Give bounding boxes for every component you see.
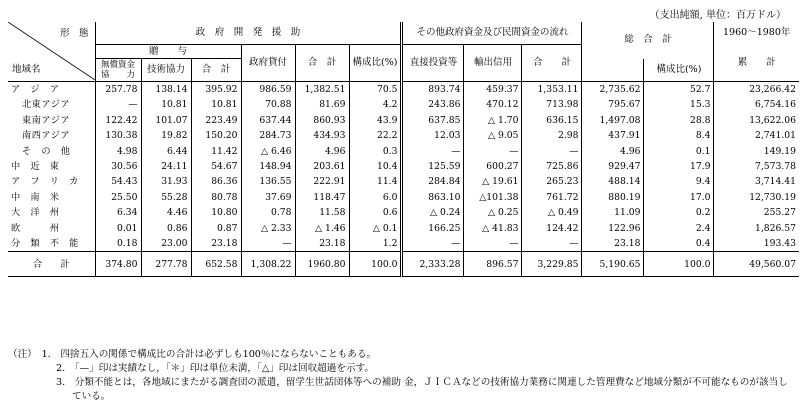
- table-cell: 863.10: [402, 190, 464, 205]
- table-row: [8, 82, 799, 98]
- table-cell: 6.0: [349, 190, 402, 205]
- table-cell: 124.42: [522, 221, 582, 236]
- total-row: [8, 252, 799, 277]
- header-ruikei: 累 計: [714, 45, 799, 82]
- table-cell: —: [241, 236, 295, 252]
- region-name: ア フ リ カ: [11, 176, 79, 188]
- table-cell: △ 1.46: [295, 221, 349, 236]
- table-cell: △ 0.49: [522, 205, 582, 220]
- table-cell: 86.36: [191, 174, 241, 189]
- table-cell: 70.5: [349, 82, 402, 98]
- total-label: 合 計: [8, 252, 95, 277]
- table-cell: 17.0: [644, 190, 714, 205]
- table-cell: 54.67: [191, 159, 241, 174]
- total-cell: 3,229.85: [522, 252, 582, 277]
- table-cell: —: [95, 97, 141, 112]
- header-corner: [8, 22, 95, 82]
- table-cell: 19.82: [141, 128, 191, 143]
- table-cell: 148.94: [241, 159, 295, 174]
- table-cell: 284.73: [241, 128, 295, 143]
- table-cell: 243.86: [402, 97, 464, 112]
- total-cell: 1,308.22: [241, 252, 295, 277]
- header-other-flows: その他政府資金及び民間資金の流れ: [402, 22, 582, 45]
- table-cell: 23.00: [141, 236, 191, 252]
- table-cell: 118.47: [295, 190, 349, 205]
- table-cell: —: [464, 144, 522, 159]
- table-cell: 795.67: [582, 97, 644, 112]
- table-cell: 8.4: [644, 128, 714, 143]
- note-3: 3. 分類不能とは，各地域にまたがる調査団の派遣，留学生世話団体等への補助 金，ＪＩＣＡなどの技術協力業務に関連した管理費など地域分類が不可能なものが該当し: [56, 377, 788, 388]
- table-cell: △ 41.83: [464, 221, 522, 236]
- table-cell: 130.38: [95, 128, 141, 143]
- table-cell: 193.43: [714, 236, 799, 252]
- table-cell: 37.69: [241, 190, 295, 205]
- region-name: ア ジ ア: [11, 84, 60, 95]
- table-cell: 636.15: [522, 113, 582, 128]
- header-blank: [582, 59, 644, 82]
- table-cell: 434.93: [295, 128, 349, 143]
- table-cell: 470.12: [464, 97, 522, 112]
- table-cell: △ 0.25: [464, 205, 522, 220]
- table-cell: △ 1.70: [464, 113, 522, 128]
- table-cell: 80.78: [191, 190, 241, 205]
- total-cell: 1960.80: [295, 252, 349, 277]
- table-cell: 1.2: [349, 236, 402, 252]
- table-cell: 52.7: [644, 82, 714, 98]
- table-cell: 11.58: [295, 205, 349, 220]
- table-cell: 223.49: [191, 113, 241, 128]
- header-kouseihi2: 構成比(%): [644, 59, 714, 82]
- header-oda: 政 府 開 発 援 助: [95, 22, 402, 45]
- table-cell: △ 19.61: [464, 174, 522, 189]
- header-yushutsu: 輸出信用: [464, 45, 522, 82]
- table-row: [8, 190, 799, 205]
- table-cell: 10.80: [191, 205, 241, 220]
- table-cell: 6.44: [141, 144, 191, 159]
- table-cell: 23.18: [295, 236, 349, 252]
- table-row: [8, 174, 799, 189]
- table-cell: 725.86: [522, 159, 582, 174]
- header-goukei3: 合 計: [522, 45, 582, 82]
- unit-note: （支出純額, 単位：百万ドル）: [649, 10, 786, 21]
- table-cell: 125.59: [402, 159, 464, 174]
- table-cell: 3,714.41: [714, 174, 799, 189]
- table-cell: 1,497.08: [582, 113, 644, 128]
- total-cell: 100.0: [349, 252, 402, 277]
- table-cell: 6.34: [95, 205, 141, 220]
- total-cell: 374.80: [95, 252, 141, 277]
- table-cell: △ 2.33: [241, 221, 295, 236]
- table-cell: 43.9: [349, 113, 402, 128]
- total-cell: 5,190.65: [582, 252, 644, 277]
- table-cell: 10.81: [191, 97, 241, 112]
- table-cell: 12,730.19: [714, 190, 799, 205]
- table-cell: 257.78: [95, 82, 141, 98]
- table-cell: △ 6.46: [241, 144, 295, 159]
- table-cell: 637.44: [241, 113, 295, 128]
- table-cell: 23.18: [191, 236, 241, 252]
- table-cell: 6,754.16: [714, 97, 799, 112]
- table-row: [8, 128, 799, 143]
- table-cell: 2,741.01: [714, 128, 799, 143]
- table-cell: 255.27: [714, 205, 799, 220]
- table-cell: 0.01: [95, 221, 141, 236]
- table-cell: 4.96: [582, 144, 644, 159]
- table-row: [8, 144, 799, 159]
- region-name: 分 類 不 能: [11, 238, 79, 250]
- table-cell: 15.3: [644, 97, 714, 112]
- table-cell: 395.92: [191, 82, 241, 98]
- table-cell: 10.4: [349, 159, 402, 174]
- total-cell: 100.0: [644, 252, 714, 277]
- table-cell: 1,353.11: [522, 82, 582, 98]
- table-cell: —: [522, 236, 582, 252]
- table-cell: 11.42: [191, 144, 241, 159]
- header-musho: 無償資金協 力: [95, 59, 141, 82]
- region-name: 東南アジア: [22, 114, 71, 126]
- table-body: [8, 82, 799, 252]
- table-cell: 13,622.06: [714, 113, 799, 128]
- region-name: 南西アジア: [22, 130, 71, 142]
- table-cell: —: [522, 144, 582, 159]
- table-cell: 166.25: [402, 221, 464, 236]
- header-goukei: 合 計: [191, 59, 241, 82]
- table-cell: 222.91: [295, 174, 349, 189]
- table-cell: 0.18: [95, 236, 141, 252]
- header-goukei2: 合 計: [295, 45, 349, 82]
- table-cell: 203.61: [295, 159, 349, 174]
- table-cell: △ 0.24: [402, 205, 464, 220]
- table-cell: 23.18: [582, 236, 644, 252]
- table-cell: 81.69: [295, 97, 349, 112]
- region-name: 中 南 米: [11, 191, 60, 203]
- header-seifu-kashitsuke: 政府貸付: [241, 45, 295, 82]
- total-cell: 652.58: [191, 252, 241, 277]
- table-cell: 0.78: [241, 205, 295, 220]
- table-row: [8, 236, 799, 252]
- table-cell: 437.91: [582, 128, 644, 143]
- table-row: [8, 159, 799, 174]
- table-cell: 0.1: [644, 144, 714, 159]
- region-name: 北東アジア: [22, 99, 71, 111]
- table-cell: 600.27: [464, 159, 522, 174]
- table-cell: —: [464, 236, 522, 252]
- region-name: 中 近 東: [11, 161, 60, 173]
- region-name: 大 洋 州: [11, 207, 60, 219]
- table-cell: 761.72: [522, 190, 582, 205]
- table-cell: 0.2: [644, 205, 714, 220]
- table-cell: 265.23: [522, 174, 582, 189]
- table-cell: 986.59: [241, 82, 295, 98]
- table-cell: 28.8: [644, 113, 714, 128]
- header-sougoukei: 総 合 計: [582, 22, 714, 59]
- table-cell: 0.3: [349, 144, 402, 159]
- note-2: 2. 「—」印は実績なし，「＊」印は単位未満，「△」印は回収超過を示す。: [56, 363, 374, 374]
- table-cell: 101.07: [141, 113, 191, 128]
- table-row: [8, 221, 799, 236]
- table-cell: 284.84: [402, 174, 464, 189]
- header-chokusetsu: 直接投資等: [402, 45, 464, 82]
- table-cell: 55.28: [141, 190, 191, 205]
- total-cell: 49,560.07: [714, 252, 799, 277]
- footnotes: [8, 348, 788, 404]
- oda-region-table: [8, 22, 799, 277]
- region-name: 欧 州: [11, 222, 60, 234]
- table-cell: 12.03: [402, 128, 464, 143]
- table-cell: 1,826.57: [714, 221, 799, 236]
- header-chiiki: 地域名: [12, 64, 41, 75]
- header-gijutsu: 技術協力: [141, 59, 191, 82]
- total-cell: 896.57: [464, 252, 522, 277]
- total-cell: 2,333.28: [402, 252, 464, 277]
- table-cell: 2,735.62: [582, 82, 644, 98]
- note-1: （注） 1. 四捨五入の関係で構成比の合計は必ずしも100％にならないこともある。: [8, 349, 377, 360]
- table-cell: 4.46: [141, 205, 191, 220]
- table-cell: 10.81: [141, 97, 191, 112]
- table-cell: 0.6: [349, 205, 402, 220]
- table-cell: 1,382.51: [295, 82, 349, 98]
- table-cell: 136.55: [241, 174, 295, 189]
- table-cell: 637.85: [402, 113, 464, 128]
- table-cell: 713.98: [522, 97, 582, 112]
- table-cell: 149.19: [714, 144, 799, 159]
- table-cell: △ 0.1: [349, 221, 402, 236]
- table-cell: 929.47: [582, 159, 644, 174]
- header-period: 1960～1980年: [714, 22, 799, 45]
- table-cell: 4.2: [349, 97, 402, 112]
- table-cell: 0.86: [141, 221, 191, 236]
- table-cell: 70.88: [241, 97, 295, 112]
- table-row: [8, 205, 799, 220]
- table-cell: △101.38: [464, 190, 522, 205]
- table-cell: 4.96: [295, 144, 349, 159]
- table-cell: 893.74: [402, 82, 464, 98]
- table-cell: 2.98: [522, 128, 582, 143]
- table-cell: 488.14: [582, 174, 644, 189]
- table-cell: 880.19: [582, 190, 644, 205]
- table-cell: 459.37: [464, 82, 522, 98]
- table-cell: 54.43: [95, 174, 141, 189]
- total-cell: 277.78: [141, 252, 191, 277]
- table-cell: 860.93: [295, 113, 349, 128]
- header-row-1: [8, 22, 799, 45]
- table-cell: —: [402, 144, 464, 159]
- table-cell: △ 9.05: [464, 128, 522, 143]
- table-cell: 122.42: [95, 113, 141, 128]
- header-kouseihi: 構成比(%): [349, 45, 402, 82]
- table-cell: 11.09: [582, 205, 644, 220]
- region-name: そ の 他: [22, 145, 71, 157]
- table-cell: 23,266.42: [714, 82, 799, 98]
- table-cell: 22.2: [349, 128, 402, 143]
- note-4: ている。: [72, 391, 111, 402]
- table-cell: 122.96: [582, 221, 644, 236]
- table-cell: 25.50: [95, 190, 141, 205]
- table-cell: 11.4: [349, 174, 402, 189]
- table-row: [8, 113, 799, 128]
- table-cell: 150.20: [191, 128, 241, 143]
- table-cell: 17.9: [644, 159, 714, 174]
- table-cell: 0.4: [644, 236, 714, 252]
- table-cell: —: [402, 236, 464, 252]
- table-cell: 24.11: [141, 159, 191, 174]
- table-cell: 7,573.78: [714, 159, 799, 174]
- table-cell: 138.14: [141, 82, 191, 98]
- table-cell: 31.93: [141, 174, 191, 189]
- header-zoyo: 贈 与: [95, 45, 241, 59]
- table-cell: 4.98: [95, 144, 141, 159]
- table-cell: 0.87: [191, 221, 241, 236]
- table-cell: 2.4: [644, 221, 714, 236]
- table-row: [8, 97, 799, 112]
- table-cell: 30.56: [95, 159, 141, 174]
- header-keitai: 形 態: [59, 28, 89, 39]
- table-cell: 9.4: [644, 174, 714, 189]
